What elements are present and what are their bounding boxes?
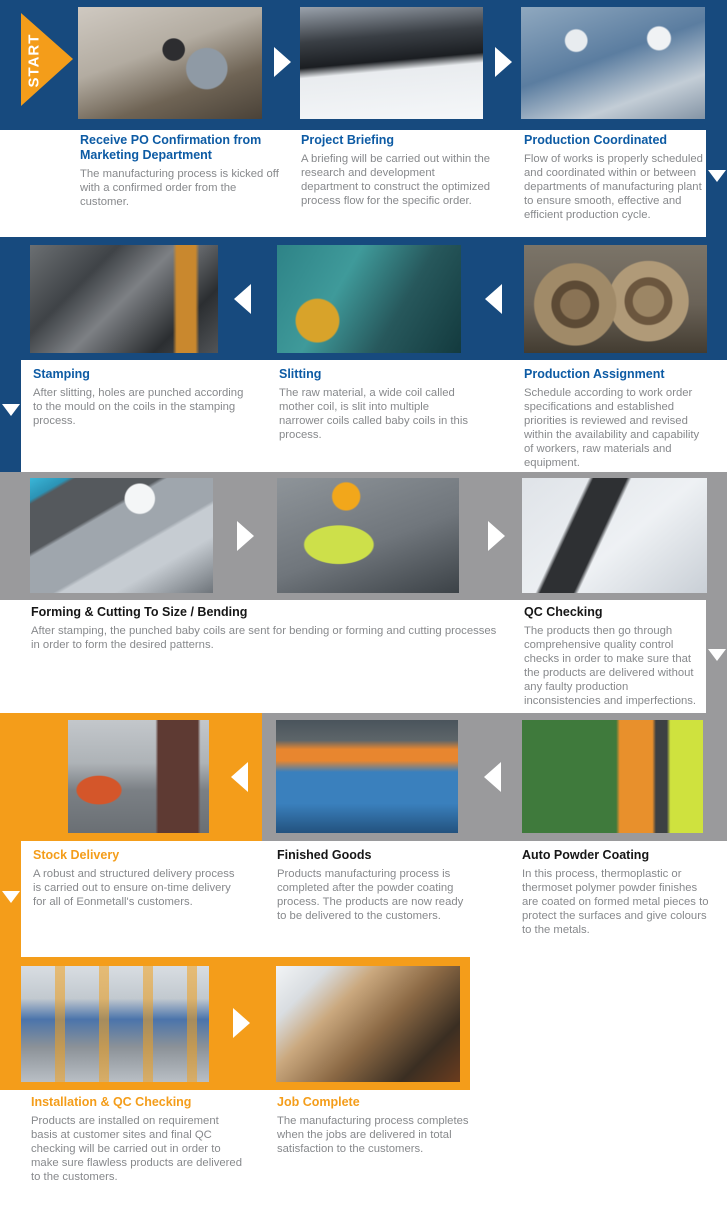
- flow-connector-right-1: [706, 130, 727, 237]
- stage-title: Stamping: [33, 367, 90, 381]
- caption-job-complete: [277, 1095, 489, 1156]
- flow-arrow-right-icon: [274, 47, 291, 77]
- stage-title: Installation & QC Checking: [31, 1095, 192, 1109]
- stage-body: The products then go through comprehensive quality control checks in order to make sure that the products are delivered without any faulty production inconsistencies and imperfections.: [524, 625, 697, 707]
- flow-connector-left-1: [0, 360, 21, 472]
- stage-body: Products are installed on requirement basis at customer sites and final QC checking will be carried out in order to make sure flawless products are delivered to the customers.: [31, 1115, 242, 1183]
- flow-arrow-down-icon: [708, 649, 726, 661]
- stage-title: Job Complete: [277, 1095, 360, 1109]
- stage-body: The manufacturing process completes when the jobs are delivered in total satisfaction to the customers.: [277, 1115, 469, 1155]
- stage-body: A robust and structured delivery process is carried out to ensure on-time delivery for all of Eonmetall's customers.: [33, 868, 235, 908]
- photo-slitting: [277, 245, 461, 353]
- stage-body: Products manufacturing process is completed after the powder coating process. The products are now ready to be delivered to the customers.: [277, 868, 464, 922]
- photo-worker-inspecting: [277, 478, 459, 593]
- flow-arrow-right-icon: [233, 1008, 250, 1038]
- photo-project-briefing: [300, 7, 483, 119]
- stage-title: Production Assignment: [524, 367, 665, 381]
- flow-arrow-left-icon: [484, 762, 501, 792]
- caption-auto-powder-coating: [522, 848, 714, 937]
- stage-title: Production Coordinated: [524, 133, 668, 147]
- photo-forming-bending: [30, 478, 213, 593]
- caption-stock-delivery: [33, 848, 239, 909]
- caption-forming-bending: [31, 605, 501, 652]
- stage-title: Auto Powder Coating: [522, 848, 650, 862]
- photo-receive-po: [78, 7, 262, 119]
- flow-arrow-right-icon: [237, 521, 254, 551]
- stage-body: In this process, thermoplastic or thermoset polymer powder finishes are coated on formed metal pieces to protect the surfaces and give colours to the metals.: [522, 868, 709, 936]
- photo-finished-goods: [276, 720, 458, 833]
- stage-title: QC Checking: [524, 605, 603, 619]
- caption-qc-checking: [524, 605, 704, 708]
- flow-arrow-right-icon: [495, 47, 512, 77]
- caption-installation: [31, 1095, 243, 1184]
- caption-stamping: [33, 367, 245, 428]
- photo-production-assignment: [524, 245, 707, 353]
- flow-arrow-left-icon: [485, 284, 502, 314]
- flow-connector-right-2: [706, 600, 727, 713]
- stage-title: Slitting: [279, 367, 322, 381]
- photo-job-complete: [276, 966, 460, 1082]
- photo-stock-delivery: [68, 720, 209, 833]
- stage-body: Flow of works is properly scheduled and coordinated within or between departments of manufacturing plant to ensure smooth, effective and efficient production cycle.: [524, 153, 703, 221]
- photo-qc-checking: [522, 478, 707, 593]
- caption-project-briefing: [301, 133, 493, 208]
- flow-arrow-left-icon: [231, 762, 248, 792]
- photo-stamping: [30, 245, 218, 353]
- stage-title: Finished Goods: [277, 848, 372, 862]
- caption-production-coordinated: [524, 133, 704, 222]
- stage-title: Receive PO Confirmation from Marketing Department: [80, 133, 262, 162]
- photo-installation: [21, 966, 209, 1082]
- stage-title: Forming & Cutting To Size / Bending: [31, 605, 248, 619]
- photo-auto-powder-coating: [522, 720, 703, 833]
- stage-body: A briefing will be carried out within the research and development department to construct the optimized process flow for the specific order.: [301, 153, 491, 207]
- flow-connector-left-2: [0, 841, 21, 957]
- caption-slitting: [279, 367, 475, 442]
- stage-body: Schedule according to work order specifications and established priorities is reviewed and revised within the availability and capability of workers, raw materials and equipment.: [524, 387, 700, 469]
- caption-finished-goods: [277, 848, 473, 923]
- stage-body: After stamping, the punched baby coils are sent for bending or forming and cutting processes in order to form the desired patterns.: [31, 625, 497, 651]
- caption-receive-po: [80, 133, 280, 209]
- stage-body: The raw material, a wide coil called mother coil, is slit into multiple narrower coils called baby coils in this process.: [279, 387, 468, 441]
- flow-arrow-down-icon: [2, 404, 20, 416]
- photo-production-coordinated: [521, 7, 705, 119]
- flow-arrow-down-icon: [708, 170, 726, 182]
- flow-arrow-right-icon: [488, 521, 505, 551]
- stage-body: After slitting, holes are punched according to the mould on the coils in the stamping process.: [33, 387, 244, 427]
- caption-production-assignment: [524, 367, 706, 470]
- start-badge: [21, 13, 73, 106]
- stage-title: Stock Delivery: [33, 848, 120, 862]
- start-label: START: [25, 33, 43, 88]
- flow-arrow-down-icon: [2, 891, 20, 903]
- stage-body: The manufacturing process is kicked off with a confirmed order from the customer.: [80, 168, 279, 208]
- flow-arrow-left-icon: [234, 284, 251, 314]
- stage-title: Project Briefing: [301, 133, 395, 147]
